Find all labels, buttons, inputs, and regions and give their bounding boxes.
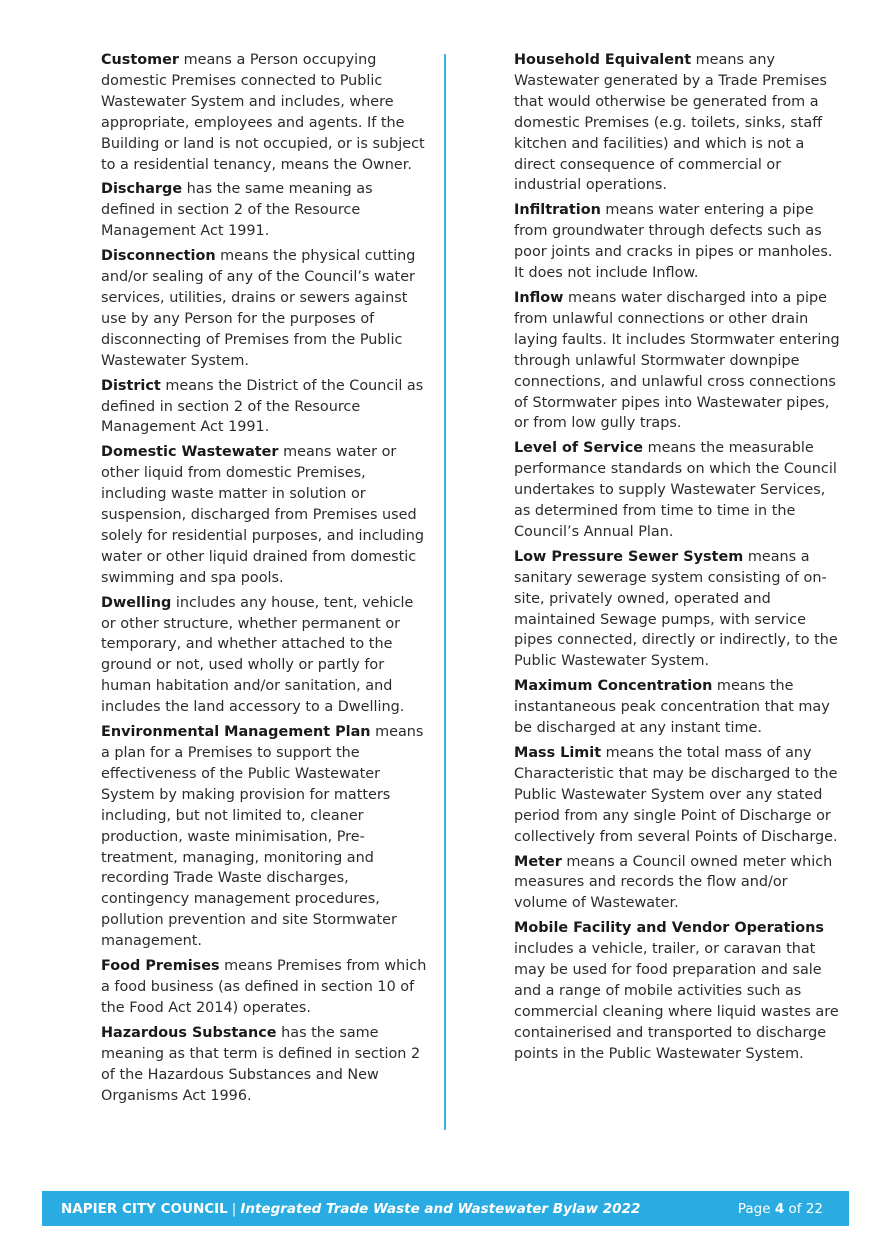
definition-term: Environmental Management Plan: [101, 724, 371, 741]
definition-entry: [101, 179, 428, 242]
page-prefix: Page: [737, 1200, 775, 1217]
definition-entry: [514, 200, 842, 284]
definition-term: Food Premises: [101, 958, 220, 975]
definition-entry: [514, 676, 842, 739]
definition-term: Customer: [101, 52, 179, 68]
page-footer: [42, 1191, 849, 1226]
definition-entry: [101, 1023, 428, 1107]
page-indicator: [738, 1201, 823, 1217]
definition-text: includes any house, tent, vehicle or other structure, whether permanent or temporary, and whether attached to the ground or not, used wholly or partly for human habitation and/or sanitation, and includes the land accessory to a Dwelling.: [101, 594, 414, 716]
definition-entry: [101, 956, 428, 1019]
definition-term: Mass Limit: [514, 745, 602, 761]
column-divider: [444, 54, 446, 1130]
definition-entry: [514, 918, 842, 1064]
definition-text: means the measurable performance standards on which the Council undertakes to supply Wastewater Services, as determined from time to time in the Council’s Annual Plan.: [514, 440, 837, 540]
definition-text: means Premises from which a food business (as defined in section 10 of the Food Act 2014) operates.: [101, 958, 427, 1016]
definition-term: Mobile Facility and Vendor Operations: [514, 920, 824, 937]
definition-entry: [514, 50, 842, 196]
page-number: 4: [774, 1200, 785, 1217]
definition-term: Hazardous Substance: [101, 1024, 277, 1041]
definition-text: means any Wastewater generated by a Trade Premises that would otherwise be generated from a domestic Premises (e.g. toilets, sinks, staff kitchen and facilities) and which is not a direct consequence of commercial or industrial operations.: [514, 52, 827, 194]
definition-entry: [514, 547, 842, 672]
definition-entry: [514, 438, 842, 543]
definition-term: Discharge: [101, 181, 183, 198]
footer-separator: |: [231, 1200, 237, 1217]
page-suffix: of 22: [784, 1200, 823, 1217]
definition-entry: [514, 852, 842, 915]
definition-term: Infiltration: [514, 202, 601, 219]
definition-entry: [514, 288, 842, 434]
definition-entry: [101, 722, 428, 952]
definition-text: has the same meaning as defined in section 2 of the Resource Management Act 1991.: [101, 181, 373, 240]
definition-entry: [101, 593, 428, 718]
definition-text: means the total mass of any Characteristic that may be discharged to the Public Wastewater System over any stated period from any single Point of Discharge or collectively from several Points of Discharge.: [514, 745, 838, 845]
definition-text: means a Person occupying domestic Premises connected to Public Wastewater System and includes, where appropriate, employees and agents. If the Building or land is not occupied, or is subject to a residential tenancy, means the Owner.: [101, 52, 425, 173]
definition-text: means the District of the Council as defined in section 2 of the Resource Management Act 1991.: [101, 377, 424, 436]
definition-term: Level of Service: [514, 440, 643, 457]
definition-entry: [101, 442, 428, 588]
footer-document-title: Integrated Trade Waste and Wastewater Bylaw 2022: [240, 1200, 641, 1217]
definition-text: means water or other liquid from domestic Premises, including waste matter in solution or suspension, discharged from Premises used solely for residential purposes, and including water or other liquid drained from domestic swimming and spa pools.: [101, 444, 424, 586]
definition-entry: [101, 246, 428, 371]
definition-text: means water entering a pipe from groundwater through defects such as poor joints and cracks in pipes or manholes. It does not include Inflow.: [514, 202, 833, 282]
definition-term: Low Pressure Sewer System: [514, 548, 744, 565]
definition-term: Dwelling: [101, 594, 172, 611]
definitions-column-right: [514, 50, 842, 1069]
definition-term: Domestic Wastewater: [101, 444, 279, 461]
definition-term: District: [101, 377, 161, 394]
definition-text: has the same meaning as that term is defined in section 2 of the Hazardous Substances and New Organisms Act 1996.: [101, 1024, 421, 1104]
footer-title: [61, 1201, 640, 1217]
definition-term: Inflow: [514, 289, 564, 306]
definition-text: means the physical cutting and/or sealing of any of the Council’s water services, utilities, drains or sewers against use by any Person for the purposes of disconnecting of Premises from the Public Wastewater System.: [101, 248, 416, 369]
definition-entry: [514, 743, 842, 848]
definition-text: means the instantaneous peak concentration that may be discharged at any instant time.: [514, 678, 830, 737]
definition-text: means water discharged into a pipe from unlawful connections or other drain laying faults. It includes Stormwater entering through unlawful Stormwater downpipe connections, and unlawful cross connections of Stormwater pipes into Wastewater pipes, or from low gully traps.: [514, 289, 840, 432]
definition-text: means a Council owned meter which measures and records the flow and/or volume of Wastewater.: [514, 853, 833, 912]
definition-term: Disconnection: [101, 248, 216, 265]
footer-org: NAPIER CITY COUNCIL: [61, 1200, 228, 1217]
definitions-column-left: [101, 50, 428, 1110]
definition-term: Maximum Concentration: [514, 678, 713, 695]
definition-entry: [101, 376, 428, 439]
definition-text: means a plan for a Premises to support the effectiveness of the Public Wastewater System by making provision for matters including, but not limited to, cleaner production, waste minimisation, Pre-treatment, managing, monitoring and recording Trade Waste discharges, contingency management procedures, pollution prevention and site Stormwater management.: [101, 724, 424, 950]
definition-term: Household Equivalent: [514, 52, 692, 68]
definition-term: Meter: [514, 853, 562, 870]
definition-text: means a sanitary sewerage system consisting of on-site, privately owned, operated and maintained Sewage pumps, with service pipes connected, directly or indirectly, to the Public Wastewater System.: [514, 548, 838, 670]
definition-entry: [101, 50, 428, 175]
definition-text: includes a vehicle, trailer, or caravan that may be used for food preparation and sale and a range of mobile activities such as commercial cleaning where liquid wastes are containerised and transported to discharge points in the Public Wastewater System.: [514, 941, 839, 1062]
